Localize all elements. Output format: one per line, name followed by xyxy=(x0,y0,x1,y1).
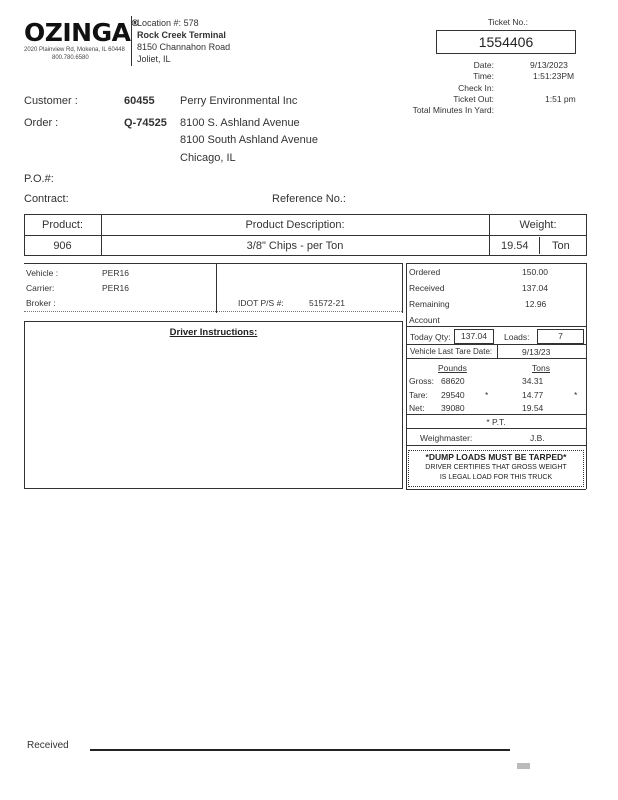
carrier-value: PER16 xyxy=(102,283,129,293)
ordered-label: Ordered xyxy=(409,267,441,277)
account-label: Account xyxy=(409,315,440,325)
order-number: Q-74525 xyxy=(124,117,167,129)
loads-value: 7 xyxy=(558,331,563,341)
description-header: Product Description: xyxy=(245,219,345,231)
company-phone: 800.780.6580 xyxy=(52,55,89,61)
product-weight: 19.54 xyxy=(501,240,529,252)
weight-header: Weight: xyxy=(519,219,557,231)
ticket-number-box xyxy=(436,30,576,54)
contract-label: Contract: xyxy=(24,193,69,205)
remaining-label: Remaining xyxy=(409,299,450,309)
vehicle-value: PER16 xyxy=(102,268,129,278)
location-city: Joliet, IL xyxy=(137,54,171,64)
notice-line1: *DUMP LOADS MUST BE TARPED* xyxy=(425,452,567,462)
idot-value: 51572-21 xyxy=(309,298,345,308)
last-tare-label: Vehicle Last Tare Date: xyxy=(410,347,493,356)
tare-pounds: 29540 xyxy=(441,390,465,400)
product-description: 3/8" Chips - per Ton xyxy=(246,240,344,252)
customer-number: 60455 xyxy=(124,95,155,107)
weighmaster-label: Weighmaster: xyxy=(420,433,473,443)
driver-instructions-box xyxy=(24,321,403,489)
signature-line xyxy=(90,749,510,751)
notice-line3: IS LEGAL LOAD FOR THIS TRUCK xyxy=(439,474,553,481)
net-label: Net: xyxy=(409,403,425,413)
order-address1: 8100 S. Ashland Avenue xyxy=(180,117,300,129)
checkin-label: Check In: xyxy=(458,83,494,93)
location-street: 8150 Channahon Road xyxy=(137,42,231,52)
net-tons: 19.54 xyxy=(522,403,544,413)
tons-header: Tons xyxy=(532,363,550,373)
pt-note: * P.T. xyxy=(486,417,506,427)
idot-label: IDOT P/S #: xyxy=(238,298,284,308)
time-value: 1:51:23PM xyxy=(533,71,575,81)
minutes-label: Total Minutes In Yard: xyxy=(412,105,494,115)
vehicle-label: Vehicle : xyxy=(26,268,59,278)
notice-line2: DRIVER CERTIFIES THAT GROSS WEIGHT xyxy=(425,464,567,471)
tare-mark: * xyxy=(485,390,489,400)
time-label: Time: xyxy=(473,71,494,81)
order-label: Order : xyxy=(24,117,59,129)
location-number: Location #: 578 xyxy=(137,18,199,28)
tare-label: Tare: xyxy=(409,390,428,400)
po-label: P.O.#: xyxy=(24,173,54,185)
remaining-value: 12.96 xyxy=(525,299,547,309)
order-address2: 8100 South Ashland Avenue xyxy=(180,134,319,146)
driver-instructions-label: Driver Instructions: xyxy=(169,327,258,338)
gross-pounds: 68620 xyxy=(441,376,465,386)
product-unit: Ton xyxy=(552,240,570,252)
loads-label: Loads: xyxy=(504,332,530,342)
location-name: Rock Creek Terminal xyxy=(137,30,226,40)
net-pounds: 39080 xyxy=(441,403,465,413)
company-logo: OZINGA® xyxy=(24,18,139,47)
received-value: 137.04 xyxy=(522,283,548,293)
ticketout-value: 1:51 pm xyxy=(545,94,576,104)
carrier-label: Carrier: xyxy=(26,283,55,293)
gross-tons: 34.31 xyxy=(522,376,544,386)
pounds-header: Pounds xyxy=(438,363,467,373)
ticketout-label: Ticket Out: xyxy=(453,94,494,104)
today-qty-value: 137.04 xyxy=(461,331,487,341)
customer-label: Customer : xyxy=(24,95,78,107)
ticket-number: 1554406 xyxy=(478,34,534,50)
last-tare-value: 9/13/23 xyxy=(522,347,551,357)
today-qty-label: Today Qty: xyxy=(410,332,451,342)
received-label: Received xyxy=(409,283,445,293)
order-city: Chicago, IL xyxy=(180,152,236,164)
ticket-label: Ticket No.: xyxy=(487,17,528,27)
received-signature-label: Received xyxy=(27,740,69,751)
ordered-value: 150.00 xyxy=(522,267,548,277)
weighmaster-value: J.B. xyxy=(530,433,545,443)
page-mark xyxy=(517,763,530,769)
customer-name: Perry Environmental Inc xyxy=(180,95,298,107)
product-code: 906 xyxy=(53,240,72,252)
product-header: Product: xyxy=(42,219,83,231)
company-address: 2020 Plainview Rd, Mokena, IL 60448 xyxy=(24,47,125,53)
reference-label: Reference No.: xyxy=(272,193,346,205)
tare-tons: 14.77 xyxy=(522,390,544,400)
gross-label: Gross: xyxy=(409,376,435,386)
date-value: 9/13/2023 xyxy=(530,60,568,70)
date-label: Date: xyxy=(473,60,494,70)
broker-label: Broker : xyxy=(26,298,56,308)
tare-tons-mark: * xyxy=(574,390,578,400)
